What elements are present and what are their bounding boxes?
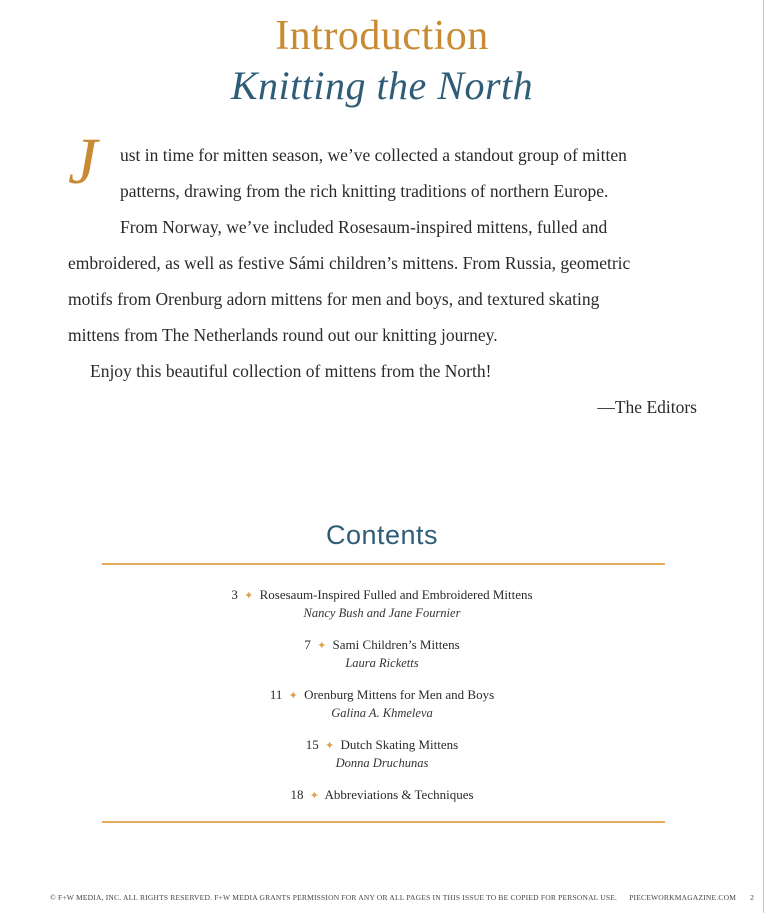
bullet-icon: ✦ [288,690,298,702]
toc-item[interactable] [0,786,764,805]
toc-entry-author: Galina A. Khmeleva [331,706,433,720]
intro-line: mittens from The Netherlands round out our knitting journey. [68,325,498,345]
website-link[interactable]: PIECEWORKMAGAZINE.COM [629,893,737,902]
footer [50,893,755,902]
toc-entry-title: Dutch Skating Mittens [340,737,459,752]
intro-line: motifs from Orenburg adorn mittens for men and boys, and textured skating [68,289,600,309]
toc-page-number: 7 [304,637,311,652]
toc-entry-author: Donna Druchunas [335,756,429,770]
bullet-icon: ✦ [317,640,327,652]
toc-entry-author: Nancy Bush and Jane Fournier [303,606,461,620]
drop-cap: J [68,125,98,198]
toc-page-number: 11 [269,687,283,702]
intro-text [68,125,708,425]
bullet-icon: ✦ [244,590,254,602]
page-subtitle: Knitting the North [230,63,534,108]
table-of-contents [0,586,764,820]
toc-entry-title: Orenburg Mittens for Men and Boys [304,687,495,702]
toc-entry-title: Sami Children’s Mittens [332,637,460,652]
editors-signature: —The Editors [597,397,697,417]
copyright-notice: © F+W MEDIA, INC. ALL RIGHTS RESERVED. F+W MEDIA GRANTS PERMISSION FOR ANY OR ALL PAGES IN THIS ISSUE TO BE COPIED FOR PERSONAL USE. [50,893,618,902]
toc-item[interactable] [0,636,764,671]
toc-entry-author: Laura Ricketts [345,656,419,670]
toc-item[interactable] [0,686,764,721]
intro-line: patterns, drawing from the rich knitting traditions of northern Europe. [120,181,609,201]
toc-item[interactable] [0,736,764,771]
toc-page-number: 15 [305,737,319,752]
bullet-icon: ✦ [309,790,319,802]
toc-item[interactable] [0,586,764,621]
page-title: Introduction [275,13,489,59]
intro-line: embroidered, as well as festive Sámi children’s mittens. From Russia, geometric [68,253,631,273]
toc-page-number: 18 [290,787,304,802]
intro-line: ust in time for mitten season, we’ve collected a standout group of mitten [120,145,627,165]
toc-entry-title: Abbreviations & Techniques [324,787,474,802]
intro-line: Enjoy this beautiful collection of mittens from the North! [90,361,492,381]
page-number: 2 [750,893,755,902]
bullet-icon: ✦ [325,740,335,752]
contents-top-rule [102,563,665,565]
toc-entry-title: Rosesaum-Inspired Fulled and Embroidered Mittens [259,587,533,602]
contents-title: Contents [325,520,439,550]
intro-line: From Norway, we’ve included Rosesaum-inspired mittens, fulled and [120,217,608,237]
toc-page-number: 3 [231,587,238,602]
contents-bottom-rule [102,821,665,823]
